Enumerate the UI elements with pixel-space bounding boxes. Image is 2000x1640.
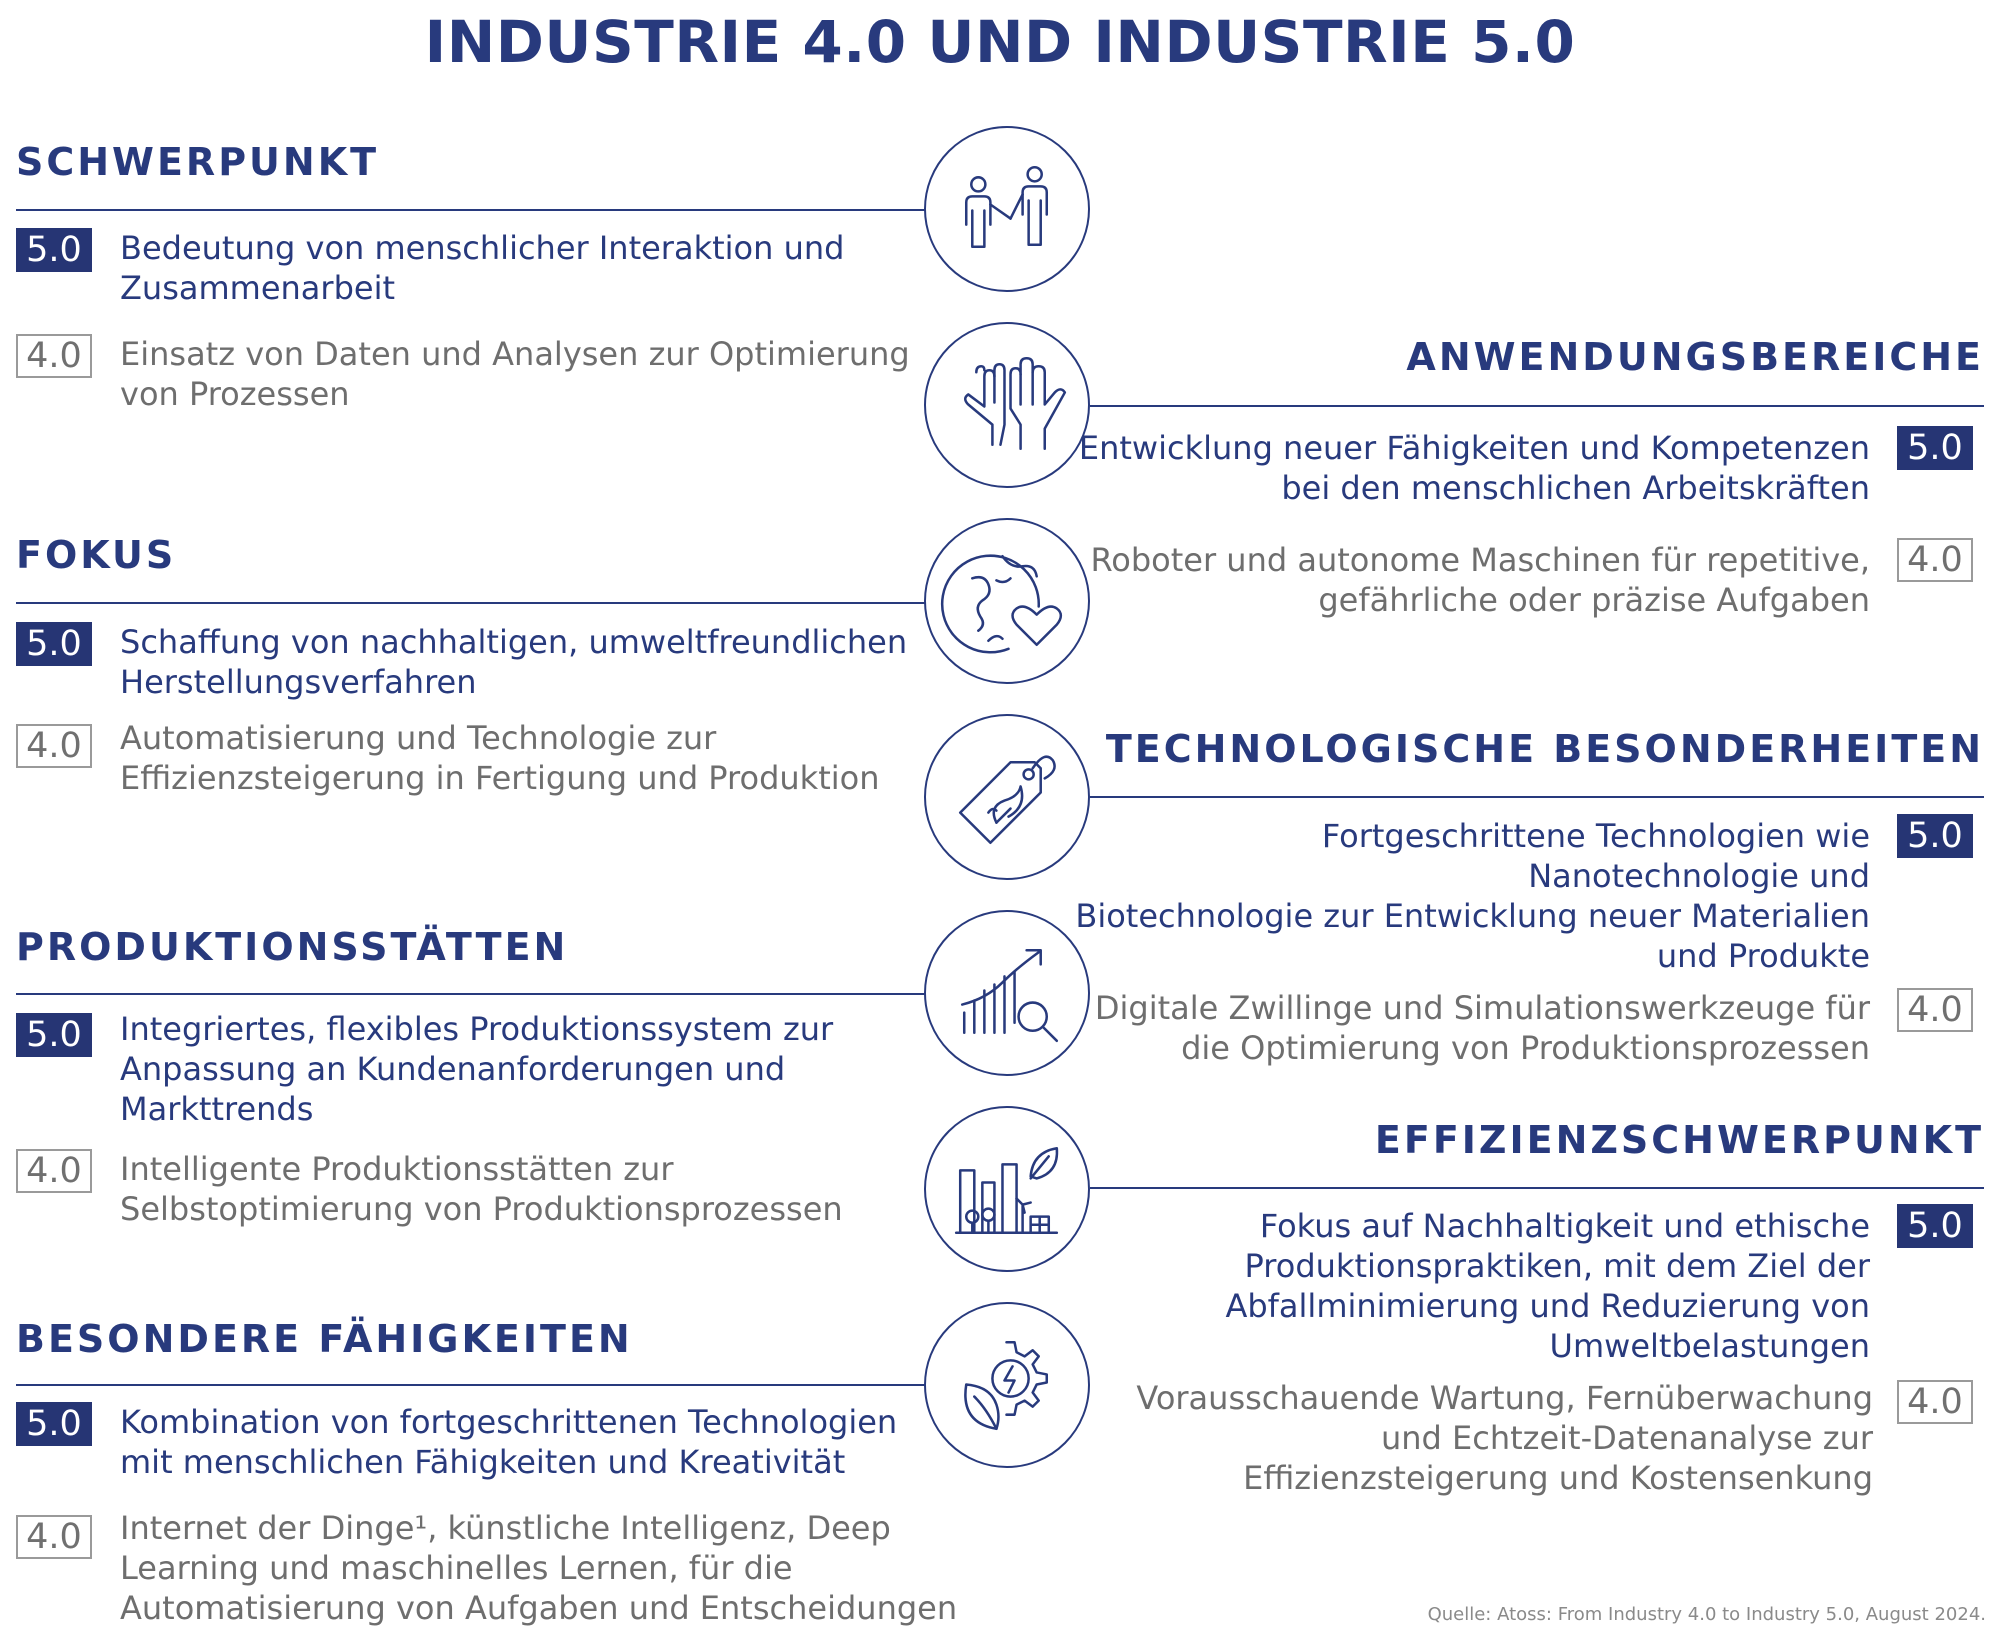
produktionsstaetten-5-0-text — [120, 1009, 833, 1129]
heading-effizienzschwerpunkt: EFFIZIENZSCHWERPUNKT — [1374, 1118, 1984, 1162]
heading-anwendungsbereiche: ANWENDUNGSBEREICHE — [1406, 335, 1984, 379]
text-line: Selbstoptimierung von Produktionsprozessen — [120, 1190, 843, 1228]
text-line: Vorausschauende Wartung, Fernüberwachung — [1136, 1379, 1873, 1417]
besondere-faehigkeiten-4-0-text — [120, 1508, 957, 1628]
divider-technologische-besonderheiten — [1090, 796, 1984, 798]
anwendungsbereiche-4-0-text — [1090, 540, 1870, 620]
text-line: Nanotechnologie und — [1528, 857, 1870, 895]
text-line: Intelligente Produktionsstätten zur — [120, 1150, 674, 1188]
badge-5-0: 5.0 — [16, 228, 92, 272]
schwerpunkt-4-0-text — [120, 334, 910, 414]
text-line: Integriertes, flexibles Produktionssystem zur — [120, 1010, 834, 1048]
effizienzschwerpunkt-4-0-text — [1136, 1378, 1873, 1498]
badge-4-0: 4.0 — [1897, 1380, 1973, 1424]
text-line: Schaffung von nachhaltigen, umweltfreundlichen — [120, 623, 908, 661]
text-line: Bedeutung von menschlicher Interaktion und — [120, 229, 845, 267]
badge-5-0: 5.0 — [1897, 426, 1973, 470]
text-line: Entwicklung neuer Fähigkeiten und Kompetenzen — [1078, 429, 1870, 467]
text-line: mit menschlichen Fähigkeiten und Kreativität — [120, 1443, 846, 1481]
badge-5-0: 5.0 — [16, 1013, 92, 1057]
effizienzschwerpunkt-5-0-text — [1225, 1206, 1870, 1366]
badge-4-0: 4.0 — [16, 1149, 92, 1193]
text-line: die Optimierung von Produktionsprozessen — [1181, 1029, 1870, 1067]
text-line: Anpassung an Kundenanforderungen und — [120, 1050, 786, 1088]
text-line: Markttrends — [120, 1090, 314, 1128]
anwendungsbereiche-5-0-text — [1079, 428, 1870, 508]
globe-heart-icon — [924, 518, 1090, 684]
growth-chart-magnifier-icon — [924, 910, 1090, 1076]
heading-produktionsstaetten: PRODUKTIONSSTÄTTEN — [16, 925, 569, 969]
text-line: und Echtzeit-Datenanalyse zur — [1380, 1419, 1873, 1457]
text-line: Learning und maschinelles Lernen, für die — [120, 1549, 793, 1587]
badge-5-0: 5.0 — [1897, 1204, 1973, 1248]
badge-5-0: 5.0 — [16, 622, 92, 666]
heading-besondere-faehigkeiten: BESONDERE FÄHIGKEITEN — [16, 1317, 633, 1361]
divider-produktionsstaetten — [16, 993, 926, 995]
badge-5-0: 5.0 — [1897, 814, 1973, 858]
text-line: Herstellungsverfahren — [120, 663, 477, 701]
divider-anwendungsbereiche — [1090, 405, 1984, 407]
page-title: INDUSTRIE 4.0 UND INDUSTRIE 5.0 — [424, 8, 1576, 76]
text-line: Zusammenarbeit — [120, 269, 395, 307]
divider-besondere-faehigkeiten — [16, 1384, 926, 1386]
source-note: Quelle: Atoss: From Industry 4.0 to Industry 5.0, August 2024. — [1427, 1604, 1986, 1625]
heading-schwerpunkt: SCHWERPUNKT — [16, 140, 380, 184]
text-line: Internet der Dinge¹, künstliche Intelligenz, Deep — [120, 1509, 891, 1547]
text-line: Roboter und autonome Maschinen für repetitive, — [1090, 541, 1870, 579]
text-line: Fokus auf Nachhaltigkeit und ethische — [1259, 1207, 1870, 1245]
badge-4-0: 4.0 — [1897, 988, 1973, 1032]
divider-effizienzschwerpunkt — [1090, 1187, 1984, 1189]
text-line: Produktionspraktiken, mit dem Ziel der — [1244, 1247, 1870, 1285]
text-line: Digitale Zwillinge und Simulationswerkzeuge für — [1094, 989, 1870, 1027]
badge-4-0: 4.0 — [1897, 538, 1973, 582]
text-line: Einsatz von Daten und Analysen zur Optimierung — [120, 335, 910, 373]
text-line: Effizienzsteigerung und Kostensenkung — [1243, 1459, 1873, 1497]
text-line: Umweltbelastungen — [1549, 1327, 1870, 1365]
technologische-besonderheiten-4-0-text — [1095, 988, 1870, 1068]
text-line: Effizienzsteigerung in Fertigung und Produktion — [120, 759, 880, 797]
produktionsstaetten-4-0-text — [120, 1149, 843, 1229]
heading-fokus: FOKUS — [16, 533, 177, 577]
schwerpunkt-5-0-text — [120, 228, 844, 308]
text-line: und Produkte — [1656, 937, 1870, 975]
badge-4-0: 4.0 — [16, 724, 92, 768]
badge-4-0: 4.0 — [16, 334, 92, 378]
text-line: Fortgeschrittene Technologien wie — [1321, 817, 1870, 855]
text-line: Abfallminimierung und Reduzierung von — [1225, 1287, 1870, 1325]
divider-fokus — [16, 602, 926, 604]
divider-schwerpunkt — [16, 209, 926, 211]
people-collaboration-icon — [924, 126, 1090, 292]
text-line: gefährliche oder präzise Aufgaben — [1318, 581, 1870, 619]
fokus-4-0-text — [120, 718, 879, 798]
fokus-5-0-text — [120, 622, 907, 702]
green-city-icon — [924, 1106, 1090, 1272]
badge-5-0: 5.0 — [16, 1402, 92, 1446]
besondere-faehigkeiten-5-0-text — [120, 1402, 897, 1482]
text-line: Kombination von fortgeschrittenen Technologien — [120, 1403, 898, 1441]
raised-hands-icon — [924, 322, 1090, 488]
text-line: bei den menschlichen Arbeitskräften — [1281, 469, 1870, 507]
gear-leaf-energy-icon — [924, 1302, 1090, 1468]
heading-technologische-besonderheiten: TECHNOLOGISCHE BESONDERHEITEN — [1105, 727, 1984, 771]
text-line: Biotechnologie zur Entwicklung neuer Materialien — [1075, 897, 1870, 935]
badge-4-0: 4.0 — [16, 1515, 92, 1559]
technologische-besonderheiten-5-0-text — [1075, 816, 1870, 976]
text-line: Automatisierung von Aufgaben und Entscheidungen — [120, 1589, 958, 1627]
eco-tag-icon — [924, 714, 1090, 880]
text-line: von Prozessen — [120, 375, 350, 413]
text-line: Automatisierung und Technologie zur — [120, 719, 717, 757]
